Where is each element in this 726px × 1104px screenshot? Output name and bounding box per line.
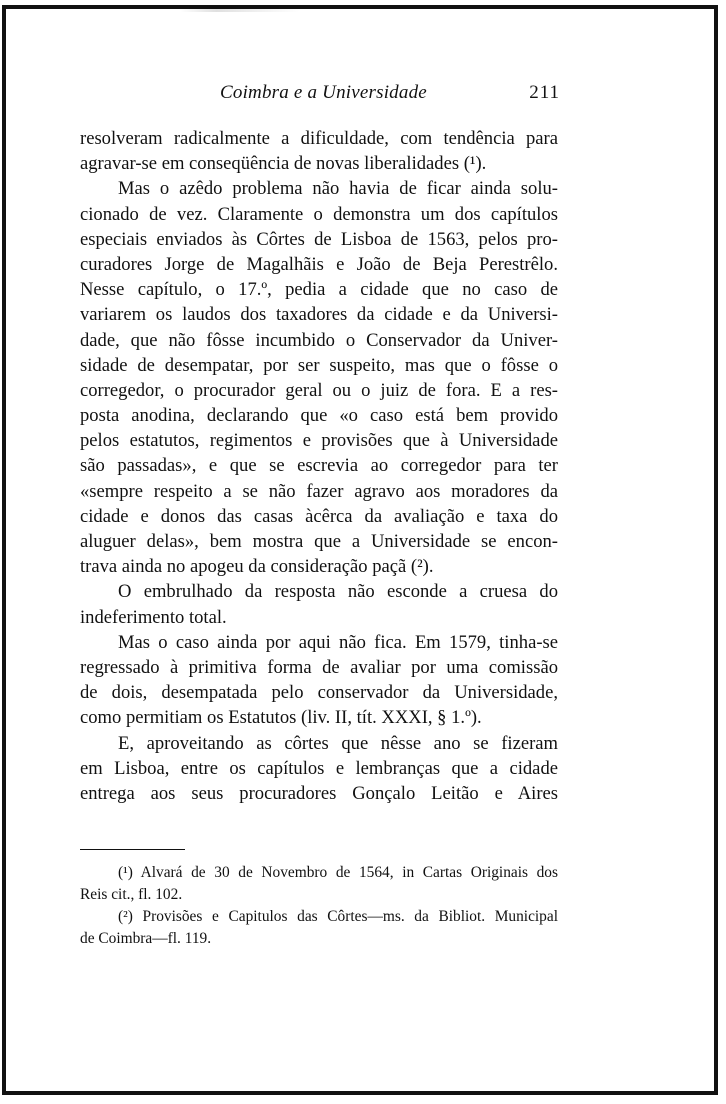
text-line: posta anodina, declarando que «o caso está bem provido [80,405,558,427]
footnote-1-line-1: (¹) Alvará de 30 de Novembro de 1564, in Cartas Originais dos [118,864,558,881]
text-line: cionado de vez. Claramente o demonstra um dos capítulos [80,203,558,225]
text-line: variarem os laudos dos taxadores da cidade e da Universi- [80,304,558,326]
running-head [80,82,560,108]
text-line: em Lisboa, entre os capítulos e lembranças que a cidade [80,757,558,779]
footnote-2-line-1: (²) Provisões e Capitulos das Côrtes—ms. da Bibliot. Municipal [118,908,558,925]
text-line: especiais enviados às Côrtes de Lisboa de 1563, pelos pro- [80,228,558,250]
text-line: regressado à primitiva forma de avaliar por uma comissão [80,656,558,678]
scan-artifact [180,6,300,12]
text-line: trava ainda no apogeu da consideração paçã (²). [80,556,434,578]
text-line: aluguer delas», bem mostra que a Universidade se encon- [80,531,558,552]
footnote-2-line-2: de Coimbra—fl. 119. [80,930,212,947]
text-line: são passadas», e que se escrevia ao corregedor para ter [80,455,558,477]
text-line: O embrulhado da resposta não esconde a cruesa do [118,581,558,603]
text-line: Mas o caso ainda por aqui não fica. Em 1579, tinha-se [118,631,558,653]
text-line: cidade e donos das casas àcêrca da avaliação e taxa do [80,505,558,527]
page-number: 211 [529,82,560,103]
text-line: pelos estatutos, regimentos e provisões que à Universidade [80,430,558,452]
text-line: como permitiam os Estatutos (liv. II, tít. XXXI, § 1.º). [80,707,482,729]
footnote-rule [80,849,185,850]
text-line: «sempre respeito a se não fazer agravo aos moradores da [80,480,558,502]
running-title: Coimbra e a Universidade [220,82,427,103]
footnote-1-line-2: Reis cit., fl. 102. [80,886,183,903]
text-line: entrega aos seus procuradores Gonçalo Leitão e Aires [80,782,558,804]
text-line: E, aproveitando as côrtes que nêsse ano se fizeram [118,732,558,754]
text-line: sidade de desempatar, por ser suspeito, mas que o fôsse o [80,354,558,376]
body-text [80,126,558,806]
text-line: agravar-se em conseqüência de novas liberalidades (¹). [80,153,487,175]
text-line: curadores Jorge de Magalhãis e João de Beja Perestrêlo. [80,253,558,275]
text-line: Nesse capítulo, o 17.º, pedia a cidade que no caso de [80,279,558,301]
footnotes [80,862,558,950]
text-line: indeferimento total. [80,606,227,628]
text-line: de dois, desempatada pelo conservador da Universidade, [80,682,558,704]
text-line: dade, que não fôsse incumbido o Conservador da Univer- [80,329,558,351]
text-line: corregedor, o procurador geral ou o juiz de fora. E a res- [80,379,558,401]
text-line: resolveram radicalmente a dificuldade, com tendência para [80,128,558,149]
text-line: Mas o azêdo problema não havia de ficar ainda solu- [118,178,558,200]
